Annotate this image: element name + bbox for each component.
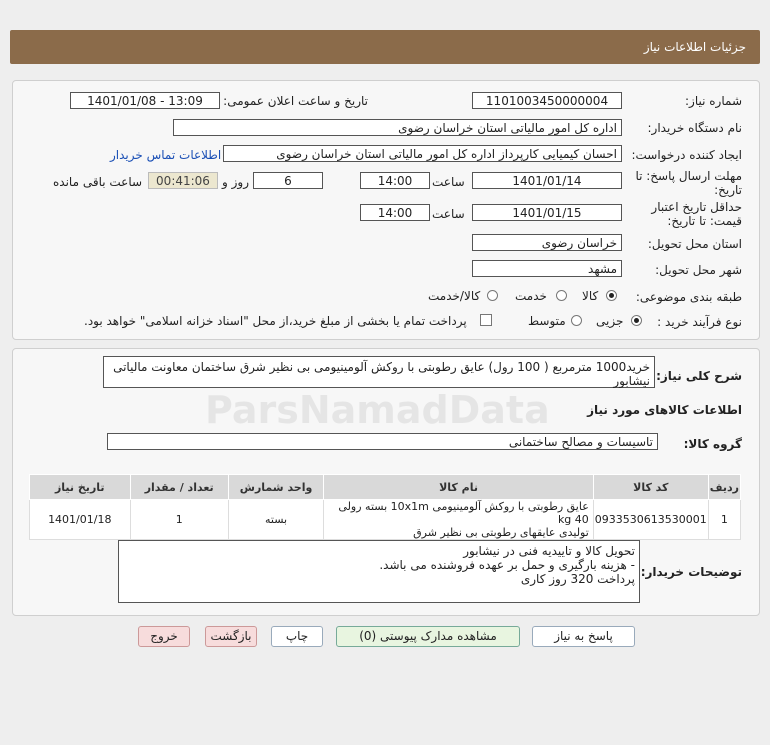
cell-code: 0933530613530001 <box>593 500 708 540</box>
category-label: طبقه بندی موضوعی: <box>635 290 742 304</box>
creator-label: ایجاد کننده درخواست: <box>631 148 742 162</box>
category-goods-radio[interactable] <box>606 290 617 301</box>
col-name: نام کالا <box>324 475 594 500</box>
process-medium-radio[interactable] <box>571 315 582 326</box>
category-goods-label: کالا <box>582 289 599 303</box>
reply-button[interactable]: پاسخ به نیاز <box>532 626 635 647</box>
creator-field: احسان کیمیایی کارپرداز اداره کل امور مالیاتی استان خراسان رضوی <box>223 145 622 162</box>
cell-unit: بسته <box>228 500 323 540</box>
buyer-org-field: اداره کل امور مالیاتی استان خراسان رضوی <box>173 119 622 136</box>
validity-label: حداقل تاریخ اعتبار <box>651 200 742 214</box>
goods-group-label: گروه کالا: <box>683 437 742 451</box>
exit-button[interactable]: خروج <box>138 626 190 647</box>
announce-field: 1401/01/08 - 13:09 <box>70 92 220 109</box>
buyer-notes-label: توضیحات خریدار: <box>640 565 742 579</box>
remaining-label: ساعت باقی مانده <box>53 175 143 189</box>
cell-name-line2: تولیدی عایقهای رطوبتی بی نظیر شرق <box>413 526 589 539</box>
cell-name <box>324 500 594 540</box>
need-number-label: شماره نیاز: <box>685 94 742 108</box>
payment-note: پرداخت تمام یا بخشی از مبلغ خرید،از محل "اسناد خزانه اسلامی" خواهد بود. <box>84 314 467 328</box>
days-field: 6 <box>253 172 323 189</box>
deadline-time-label: ساعت <box>432 175 465 189</box>
page-title: جزئیات اطلاعات نیاز <box>643 40 746 54</box>
process-medium-label: متوسط <box>528 314 566 328</box>
goods-group-field: تاسیسات و مصالح ساختمانی <box>107 433 658 450</box>
deadline-label: مهلت ارسال پاسخ: تا <box>635 169 742 183</box>
days-label: روز و <box>222 175 249 189</box>
description-field: خرید1000 مترمربع ( 100 رول) عایق رطوبتی با روکش آلومینیومی بی نظیر شرق ساختمان معاونت مالیاتی نیشابور <box>103 356 655 388</box>
validity-date-field: 1401/01/15 <box>472 204 622 221</box>
deadline-time-field: 14:00 <box>360 172 430 189</box>
col-date: تاریخ نیاز <box>30 475 131 500</box>
city-label: شهر محل تحویل: <box>655 263 742 277</box>
province-field: خراسان رضوی <box>472 234 622 251</box>
col-qty: تعداد / مقدار <box>130 475 228 500</box>
category-both-label: کالا/خدمت <box>428 289 481 303</box>
buyer-notes-line2: - هزینه بارگیری و حمل بر عهده فروشنده می باشد. <box>379 558 635 572</box>
validity-time-label: ساعت <box>432 207 465 221</box>
col-row: ردیف <box>708 475 740 500</box>
process-partial-radio[interactable] <box>631 315 642 326</box>
category-service-label: خدمت <box>515 289 547 303</box>
validity-label-2: قیمت: تا تاریخ: <box>667 214 742 228</box>
province-label: استان محل تحویل: <box>647 237 742 251</box>
goods-section-title: اطلاعات کالاهای مورد نیاز <box>587 403 742 417</box>
goods-table <box>29 474 741 540</box>
countdown-timer: 00:41:06 <box>148 172 218 189</box>
city-field: مشهد <box>472 260 622 277</box>
buyer-org-label: نام دستگاه خریدار: <box>647 121 742 135</box>
watermark: ParsNamadData <box>205 388 550 432</box>
col-unit: واحد شمارش <box>228 475 323 500</box>
buyer-notes-line3: پرداخت 320 روز کاری <box>520 572 635 586</box>
category-service-radio[interactable] <box>556 290 567 301</box>
cell-name-line1: عایق رطوبتی با روکش آلومینیومی 10x1m بسته رولی 40 kg <box>338 500 589 526</box>
deadline-label-2: تاریخ: <box>714 183 742 197</box>
print-button[interactable]: چاپ <box>271 626 323 647</box>
table-row <box>30 500 741 540</box>
announce-label: تاریخ و ساعت اعلان عمومی: <box>223 94 368 108</box>
need-number-field: 1101003450000004 <box>472 92 622 109</box>
treasury-bonds-checkbox[interactable] <box>480 314 492 326</box>
cell-qty: 1 <box>130 500 228 540</box>
cell-date: 1401/01/18 <box>30 500 131 540</box>
description-label: شرح کلی نیاز: <box>656 369 742 383</box>
page-header <box>10 30 760 64</box>
category-both-radio[interactable] <box>487 290 498 301</box>
attachments-button[interactable]: مشاهده مدارک پیوستی (0) <box>336 626 520 647</box>
process-label: نوع فرآیند خرید : <box>657 315 742 329</box>
validity-time-field: 14:00 <box>360 204 430 221</box>
process-partial-label: جزیی <box>596 314 624 328</box>
deadline-date-field: 1401/01/14 <box>472 172 622 189</box>
contact-buyer-link[interactable]: اطلاعات تماس خریدار <box>110 148 222 162</box>
buyer-notes-field <box>118 540 640 603</box>
col-code: کد کالا <box>593 475 708 500</box>
back-button[interactable]: بازگشت <box>205 626 257 647</box>
buyer-notes-line1: تحویل کالا و تاییدیه فنی در نیشابور <box>463 544 635 558</box>
cell-row: 1 <box>708 500 740 540</box>
